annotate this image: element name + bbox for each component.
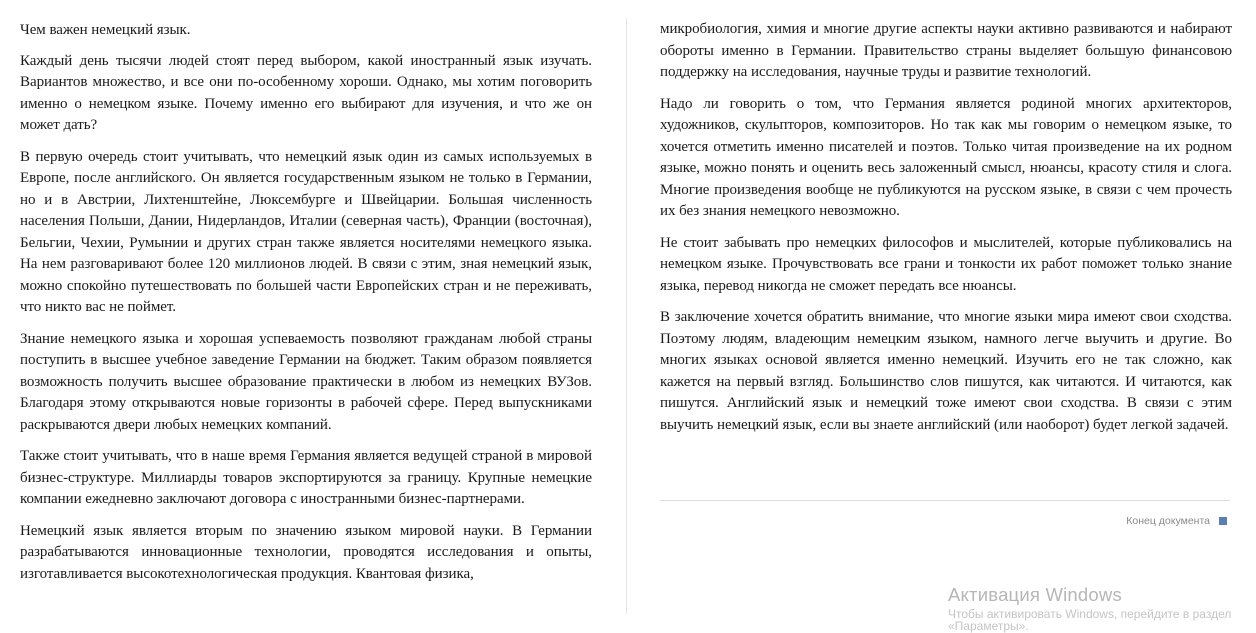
paragraph: микробиология, химия и многие другие аспекты науки активно развиваются и набирают обороты именно в Германии. Правительство страны выделяет большую финансовою поддержку на исследования, научные труды и развитие технологий.	[660, 21, 1232, 80]
paragraph: Надо ли говорить о том, что Германия является родиной многих архитекторов, художников, скульпторов, композиторов. Но так как мы говорим о немецком языке, то хочется отметить именно писателей и поэтов. Только читая произведение на их родном языке, можно понять и оценить весь заложенный смысл, нюансы, красоту стиля и слога. Многие произведения вообще не публикуются на русском языке, в связи с чем прочесть их без знания немецкого невозможно.	[660, 95, 1232, 219]
paragraph: Знание немецкого языка и хорошая успеваемость позволяют гражданам любой страны поступить в высшее учебное заведение Германии на бюджет. Таким образом появляется возможность получить высшее образование практически в любом из немецких ВУЗов. Благодаря этому открываются новые горизонты в рабочей сфере. Перед выпускниками раскрываются двери любых немецких компаний.	[20, 330, 592, 433]
paragraph: Немецкий язык является вторым по значению языком мировой науки. В Германии разрабатываются инновационные технологии, проводятся исследования и опыты, изготавливается высокотехнологическая продукция. Квантовая физика,	[20, 522, 592, 582]
end-of-document-rule	[660, 500, 1230, 501]
windows-activation-watermark: Активация Windows	[948, 584, 1122, 605]
page-divider	[626, 18, 627, 614]
paragraph: В заключение хочется обратить внимание, что многие языки мира имеют свои сходства. Поэтому людям, владеющим немецким языком, намного легче выучить и другие. Во многих языках основой является именно немецкий. Изучить его не так сложно, как кажется на первый взгляд. Большинство слов пишутся, как читаются. И читаются, как пишутся. Английский язык и немецкий тоже имеют свои сходства. В связи с этим выучить немецкий язык, если вы знаете английский (или наоборот) будет легкой задачей.	[660, 309, 1232, 433]
paragraph: В первую очередь стоит учитывать, что немецкий язык один из самых используемых в Европе, после английского. Он является государственным языком не только в Германии, но и в Австрии, Лихтенштейне, Люксембурге и Швейцарии. Большая численность населения Польши, Дании, Нидерландов, Италии (северная часть), Франции (восточная), Бельгии, Чехии, Румынии и других стран также является носителями немецкого языка. На нем разговаривают более 120 миллионов людей. В связи с этим, зная немецкий язык, можно спокойно путешествовать по большей части Европейских стран и не переживать, что никто вас не поймет.	[20, 148, 592, 315]
end-of-document-label: Конец документа	[1126, 515, 1210, 527]
document-title: Чем важен немецкий язык.	[20, 22, 191, 38]
paragraph: Каждый день тысячи людей стоят перед выбором, какой иностранный язык изучать. Вариантов множество, и все они по-особенному хороши. Однако, мы хотим поговорить именно о немецком языке. Почему именно его выбирают для изучения, и что же он может дать?	[20, 52, 592, 133]
left-column	[20, 0, 592, 614]
paragraph: Также стоит учитывать, что в наше время Германия является ведущей страной в мировой бизнес-структуре. Миллиарды товаров экспортируются за границу. Крупные немецкие компании ежедневно заключают договора с иностранными бизнес-партнерами.	[20, 448, 592, 507]
windows-activation-subtitle: Чтобы активировать Windows, перейдите в раздел «Параметры».	[948, 607, 1232, 633]
paragraph: Не стоит забывать про немецких философов и мыслителей, которые публиковались на немецком языке. Прочувствовать все грани и тонкости их работ поможет только знание языка, перевод никогда не сможет передать все нюансы.	[660, 234, 1232, 294]
end-of-document-marker-icon	[1219, 517, 1227, 525]
